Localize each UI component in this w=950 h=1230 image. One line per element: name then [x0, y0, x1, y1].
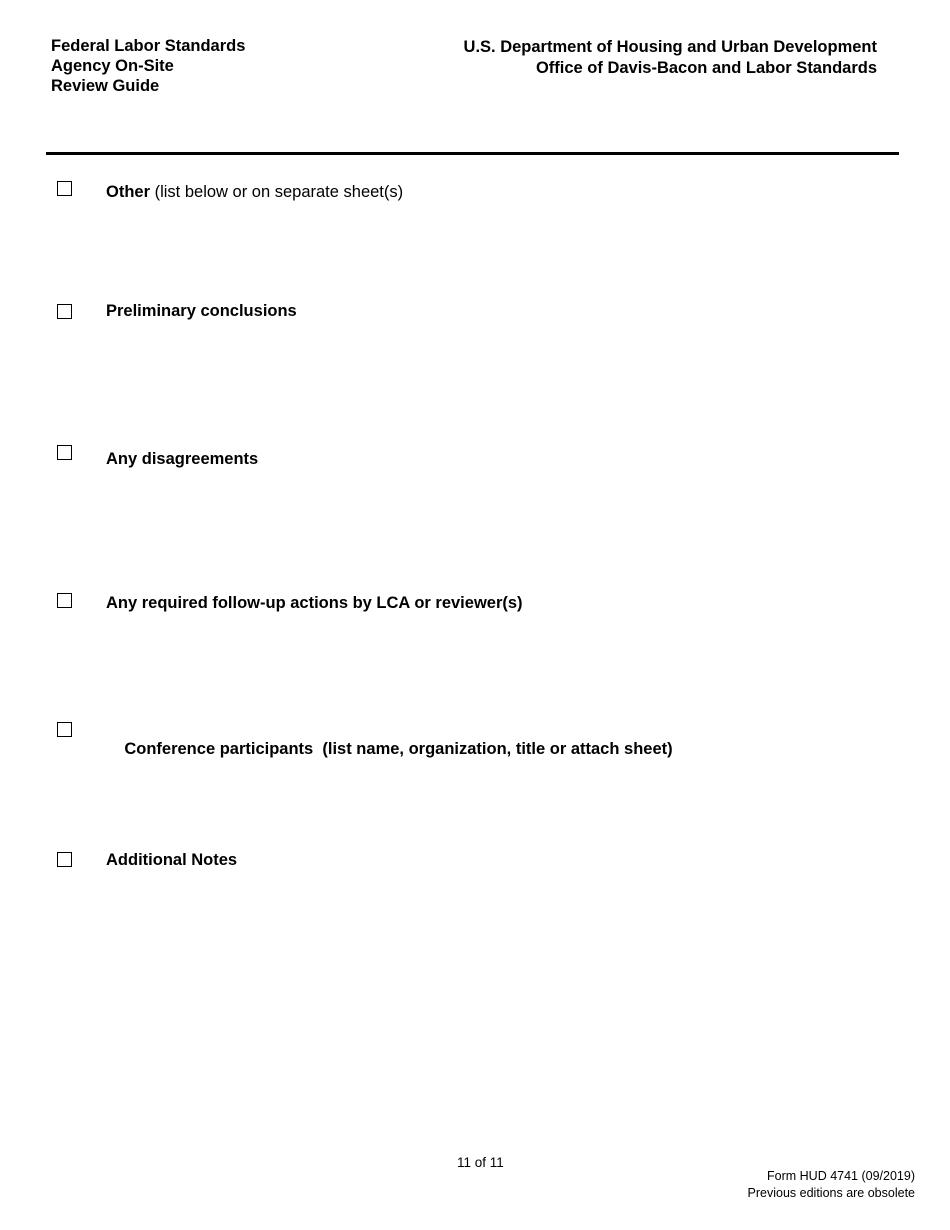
page-number: 11 of 11 — [457, 1155, 504, 1170]
checkbox-additional-notes[interactable] — [57, 852, 72, 867]
checklist-item-other — [57, 181, 404, 201]
checklist-item-any-disagreements — [57, 445, 259, 468]
form-info — [748, 1168, 915, 1202]
obsolete-note: Previous editions are obsolete — [747, 1186, 915, 1200]
form-number: Form HUD 4741 (09/2019) — [767, 1169, 915, 1183]
checklist-item-preliminary-conclusions — [57, 302, 297, 320]
item-label-bold: Other — [106, 183, 151, 201]
checklist-item-additional-notes — [57, 851, 238, 869]
item-label-bold: Additional Notes — [106, 851, 238, 869]
checkbox-conference-participants[interactable] — [57, 722, 72, 737]
checkbox-any-disagreements[interactable] — [57, 445, 72, 460]
item-label-bold: Any required follow-up actions by LCA or reviewer(s) — [106, 594, 523, 612]
header-right — [464, 37, 877, 78]
checklist-item-conference-participants — [57, 722, 673, 758]
checkbox-preliminary-conclusions[interactable] — [57, 304, 72, 319]
item-label-bold: Conference participants (list name, organization, title or attach sheet) — [124, 740, 673, 758]
item-label-any-disagreements — [106, 450, 258, 469]
item-label-normal: (list below or on separate sheet(s) — [150, 183, 404, 201]
item-label-bold: Any disagreements — [106, 450, 259, 468]
checkbox-follow-up-actions[interactable] — [57, 593, 72, 608]
header-left-line-1: Federal Labor Standards — [51, 37, 246, 55]
header-left-line-2: Agency On-Site — [51, 57, 174, 75]
header-divider — [46, 152, 899, 155]
checklist-item-follow-up-actions — [57, 593, 523, 612]
item-label-additional-notes — [106, 851, 237, 870]
header-left — [51, 36, 245, 96]
item-label-conference-participants — [106, 721, 673, 778]
item-label-other — [106, 183, 403, 202]
header-right-line-1: U.S. Department of Housing and Urban Development — [463, 38, 877, 56]
header-right-line-2: Office of Davis-Bacon and Labor Standards — [535, 58, 877, 77]
item-label-preliminary-conclusions — [106, 302, 297, 321]
item-label-follow-up-actions — [106, 594, 523, 613]
header-left-line-3: Review Guide — [51, 77, 160, 95]
item-label-bold: Preliminary conclusions — [106, 302, 297, 320]
checkbox-other[interactable] — [57, 181, 72, 196]
